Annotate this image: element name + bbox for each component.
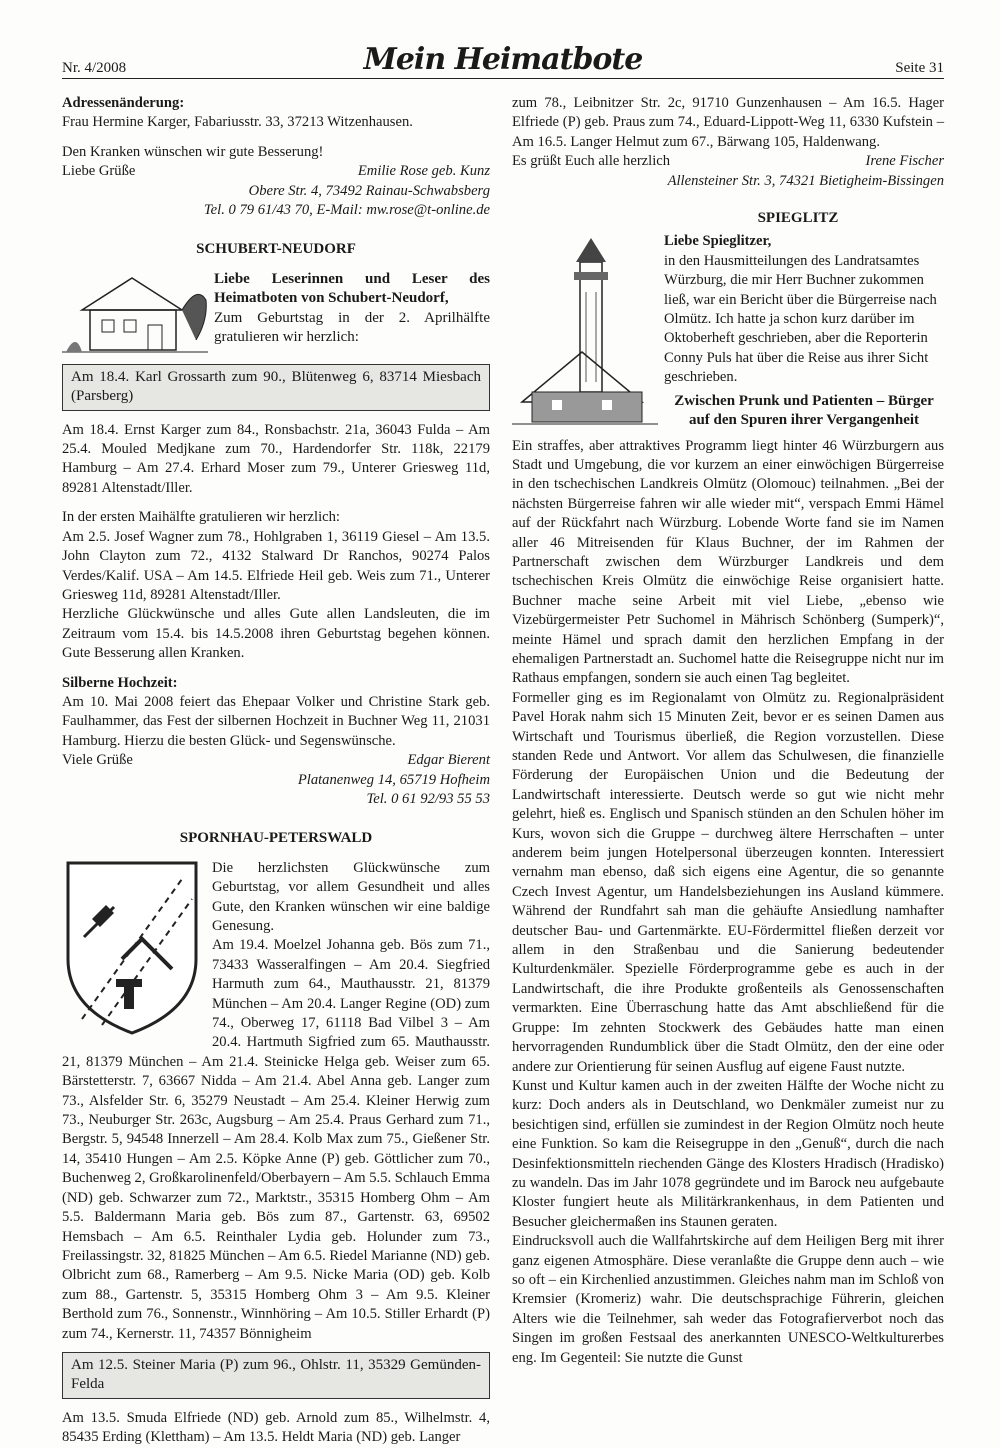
greeting: Liebe Grüße (62, 163, 136, 180)
page-number: Seite 31 (895, 60, 944, 76)
spornhau-birthday-list: Am 19.4. Moelzel Johanna geb. Bös zum 71., 73433 Wasseralfingen – Am 20.4. Siegfried Harmuth zum 64., Mauthausstr. 21, 81379 München – Am 20.4. Langer Regine (OD) zum 74., Oberweg 17, 61118 Bad Vilbel 3 – Am 20.4. Hartmuth Sigfried zum 65. Mauthausstr. 21, 81379 München – Am 21.4. Steinicke Helga geb. Weiser zum 65. Bärstetterstr. 7, 63667 Nidda – Am 21.4. Abel Anna geb. Langer zum 73., Alsfelder Str. 6, 35279 Neustadt – Am 25.4. Kleiner Herwig zum 73., Neuburger Str. 263c, Augsburg – Am 25.4. Praus Gerhard zum 71., Bergstr. 5, 94548 Innerzell – Am 28.4. Kolb Max zum 75., Gießener Str. 14, 35410 Hungen – Am 2.5. Köpke Anne (P) geb. Göttlicher zum 70., Buchenweg 2, Großkarolinenfeld/Oberbayern – Am 5.5. Schlauch Emma (ND) geb. Schwarzer zum 72., Marktstr., 35315 Homberg Ohm – Am 5.5. Baldermann Maria geb. Bös zum 87., Gartenstr. 63, 69502 Hemsbach – Am 6.5. Reinthaler Lydia geb. Holunder zum 73., Freilassingstr. 32, 81825 München – Am 6.5. Riedel Marianne (ND) geb. Olbricht zum 68., Ramerberg – Am 9.5. Nicke Maria (OD) geb. Kolb zum 88., Gartenstr. 5, 35315 Homberg Ohm 3 – Am 9.5. Kleiner Berthold zum 76., Sonnenstr., Winnhöring – Am 10.5. Stiller Erhardt (P) zum 74., Kernerstr. 11, 74357 Bönnigheim (62, 937, 490, 1342)
signature-name-2: Edgar Bierent (407, 752, 490, 769)
shield-icon (62, 859, 202, 1037)
address-change-text: Frau Hermine Karger, Fabariusstr. 33, 37213 Witzenhausen. (62, 114, 413, 131)
silver-wedding-title: Silberne Hochzeit: (62, 674, 178, 691)
issue-number: Nr. 4/2008 (62, 60, 127, 76)
lookout-tower-icon (512, 232, 658, 432)
greeting-2: Viele Grüße (62, 752, 133, 769)
left-column (62, 94, 490, 1448)
continued-birthdays: zum 78., Leibnitzer Str. 2c, 91710 Gunzenhausen – Am 16.5. Hager Elfriede (P) geb. Praus zum 74., Eduard-Lippott-Weg 11, 6330 Kufstein – Am 16.5. Langer Helmut zum 67., Bärwang 105, Haldenwang. (512, 95, 944, 150)
may-birthdays: Am 2.5. Josef Wagner zum 78., Hohlgraben 1, 36119 Giesel – Am 13.5. John Clayton zum 72., 4132 Stalward Dr Ranchos, 90274 Palos Verdes/Kalif. USA – Am 14.5. Elfriede Heil geb. Weis zum 71., Unterer Griesweg 11d, 89281 Altenstadt/Iller. (62, 528, 490, 603)
signature-address-2: Platanenweg 14, 65719 Hofheim (297, 771, 490, 788)
house-illustration (62, 270, 208, 360)
section-title-schubert: SCHUBERT-NEUDORF (196, 241, 356, 258)
article-paragraph-3: Kunst und Kultur kamen auch in der zweiten Hälfte der Woche nicht zu kurz: Doch anders als in Deutschland, wo Denkmäler zumeist nur zu besichtigen sind, erfüllen sie zumindest in der Region Olmütz noch heute eine Funktion. So kam die Reisegruppe in den „Genuß“, durch die nach Desinfektionsmitteln riechenden Gänge des Klosters Hradisch (Hradisko) zu wandeln. Das im Jahr 1078 gegründete und im Barock neu aufgebaute Kloster fungiert heute als Militärkrankenhaus, in dem Patienten und Besucher gleichermaßen ins Staunen geraten. (512, 1077, 944, 1230)
general-wishes: Herzliche Glückwünsche und alles Gute allen Landsleuten, die im Zeitraum vom 15.4. bis 14.5.2008 ihren Geburtstag begehen können. Gute Besserung allen Kranken. (62, 606, 490, 662)
signature-phone-2: Tel. 0 61 92/93 55 53 (366, 790, 490, 807)
right-column (512, 94, 944, 1368)
page-header (62, 32, 944, 79)
masthead-logo: Mein Heimatbote (363, 42, 643, 77)
coat-of-arms (62, 859, 204, 1039)
article-title: Zwischen Prunk und Patienten – Bürger auf den Spuren ihrer Vergangenheit (674, 392, 934, 429)
signature-contact: Tel. 0 79 61/43 70, E-Mail: mw.rose@t-online.de (203, 202, 490, 219)
signature-address-3: Allensteiner Str. 3, 74321 Bietigheim-Bissingen (667, 172, 944, 189)
section-title-spieglitz: SPIEGLITZ (757, 210, 839, 227)
tower-illustration (512, 232, 658, 432)
silver-wedding-text: Am 10. Mai 2008 feiert das Ehepaar Volker und Christine Stark geb. Faulhammer, das Fest der silbernen Hochzeit in Buchner Weg 11, 21031 Hamburg. Hierzu die besten Glück- und Segenswünsche. (62, 693, 490, 749)
schubert-intro-text: Zum Geburtstag in der 2. Aprilhälfte gratulieren wir herzlich: (214, 309, 490, 346)
highlight-box-birthday: Am 18.4. Karl Grossarth zum 90., Blütenweg 6, 83714 Miesbach (Parsberg) (62, 364, 490, 411)
section-title-spornhau: SPORNHAU-PETERSWALD (179, 830, 373, 847)
get-well-text: Den Kranken wünschen wir gute Besserung! (62, 143, 324, 160)
article-paragraph-4: Eindrucksvoll auch die Wallfahrtskirche auf dem Heiligen Berg mit ihrer ganz eigenen Atmosphäre. Diese veranlaßte die Gruppe denn auch – wie so oft – ein Kirchenlied anzustimmen. Gleiches nahm man im Schloß von Kremsier (Kromeriz) wahr. Die deutschsprachige Führerin, gleichen Alters wie die Teilnehmer, sah weder das Fotografierverbot noch das Singen im großen Festsaal des anerkannten UNESCO-Weltkulturerbes eng. Im Gegenteil: Sie nutzte die Gunst (512, 1233, 944, 1366)
april-birthdays: Am 18.4. Ernst Karger zum 84., Ronsbachstr. 21a, 36043 Fulda – Am 25.4. Mouled Medjkane zum 70., Hardendorfer Str. 118k, 22179 Hamburg – Am 27.4. Erhard Moser zum 79., Unterer Griesweg 11d, 89281 Altenstadt/Iller. (62, 421, 490, 496)
signature-address: Obere Str. 4, 73492 Rainau-Schwabsberg (248, 182, 490, 199)
closing-greeting: Es grüßt Euch alle herzlich (512, 153, 671, 170)
signature-name: Emilie Rose geb. Kunz (357, 163, 490, 180)
house-drawing-icon (62, 270, 208, 360)
highlight-box-birthday-2: Am 12.5. Steiner Maria (P) zum 96., Ohlstr. 11, 35329 Gemünden-Felda (62, 1352, 490, 1399)
spornhau-intro: Die herzlichsten Glückwünsche zum Geburtstag, vor allem Gesundheit und alles Gute, den Kranken wünschen wir eine baldige Genesung. (212, 859, 490, 934)
spieglitz-intro: in den Hausmitteilungen des Landratsamtes Würzburg, die mir Herr Buchner zukommen ließ, war ein Bericht über die Bürgerreise nach Olmütz. Ich hatte ja schon kurz darüber im Oktoberheft geschrieben, aber die Reporterin Conny Puls hat über die Reise aus ihrer Sicht geschrieben. (664, 252, 937, 386)
address-change-title: Adressenänderung: (62, 95, 185, 111)
schubert-intro-bold: Liebe Leserinnen und Leser des Heimatboten von Schubert-Neudorf, (214, 270, 490, 307)
spieglitz-hello: Liebe Spieglitzer, (664, 233, 772, 250)
may-birthdays-heading: In der ersten Maihälfte gratulieren wir herzlich: (62, 509, 340, 526)
article-paragraph-1: Ein straffes, aber attraktives Programm liegt hinter 46 Würzburgern aus Stadt und Umgebung, die vor kurzem an einer einwöchigen Bürgerreise in den tschechischen Landkreis Olmütz (Olomouc) teilnahmen. „Bei der nächsten Bürgerreise fahren wir alle wieder mit“, verspach Emmi Hämel auf der Rückfahrt nach Würzburg. Lobende Worte fand sie im Namen aller 46 Mitreisenden für Klaus Buchner, der im Rahmen der Partnerschaft zwischen dem Würzburger Landkreis und dem tschechischen Kreis Olmütz die einwöchige Reise organisiert hatte. Buchner mache seine Arbeit mit viel Liebe, „ebenso wie Vizebürgermeister Petr Suchomel in Mährisch Schönberg (Sumperk)“, meinte Hämel und sprach damit den herzlichen Empfang in der ehemaligen Partnerstadt an. Suchomel hatte die Reisegruppe nicht nur im Rathaus empfangen, sondern sie auch einen Tag begleitet. (512, 437, 944, 687)
article-paragraph-2: Formeller ging es im Regionalamt von Olmütz zu. Regionalpräsident Pavel Horak nahm sich 15 Minuten Zeit, bevor er es seinen Damen aus Wirtschaft und Tourismus überließ, die Region vorzustellen. Diese standen Rede und Antwort. Vor allem das Schulwesen, die finanzielle Förderung der Europäischen Union und die Bedeutung der Landwirtschaft interessierte. Deutsch werde so gut wie nicht mehr gelehrt, hieß es. Englisch und Spanisch stünden an den Schulen höher im Kurs, wovon sich die Gruppe – durchweg ältere Herrschaften – unter anderem beim jungen Hotelpersonal überzeugen konnten. Interessiert vernahm man ebenso, daß sich eigens eine Agentur, die so genannte Czech Invest Agentur, um Handelsbeziehungen ins Ausland kümmere. Während der Rundfahrt sah man die gehäufte Ansiedlung namhafter deutscher Bau- und Gartenmärkte. EU-Fördermittel fließen derzeit vor allem in den Straßenbau und die Sanierung bedeutender Kulturdenkmäler. Spezielle Förderprogramme gebe es auch in der Landwirtschaft, die ihre Produkte großenteils als Genossenschaften vermarkten. Eine Überraschung hatte das Amt abschließend für die Gruppe: Im zehnten Stockwerk des Gebäudes hatte man einen hervorragenden Rundumblick über die Stadt Olmütz, den der eine oder andere zur Orientierung für seinen Ausflug auf eigene Faust nutzte. (512, 689, 944, 1075)
final-birthdays: Am 13.5. Smuda Elfriede (ND) geb. Arnold zum 85., Wilhelmstr. 4, 85435 Erding (Klettham) – Am 13.5. Heldt Maria (ND) geb. Langer (62, 1409, 490, 1446)
signature-name-3: Irene Fischer (865, 153, 944, 170)
